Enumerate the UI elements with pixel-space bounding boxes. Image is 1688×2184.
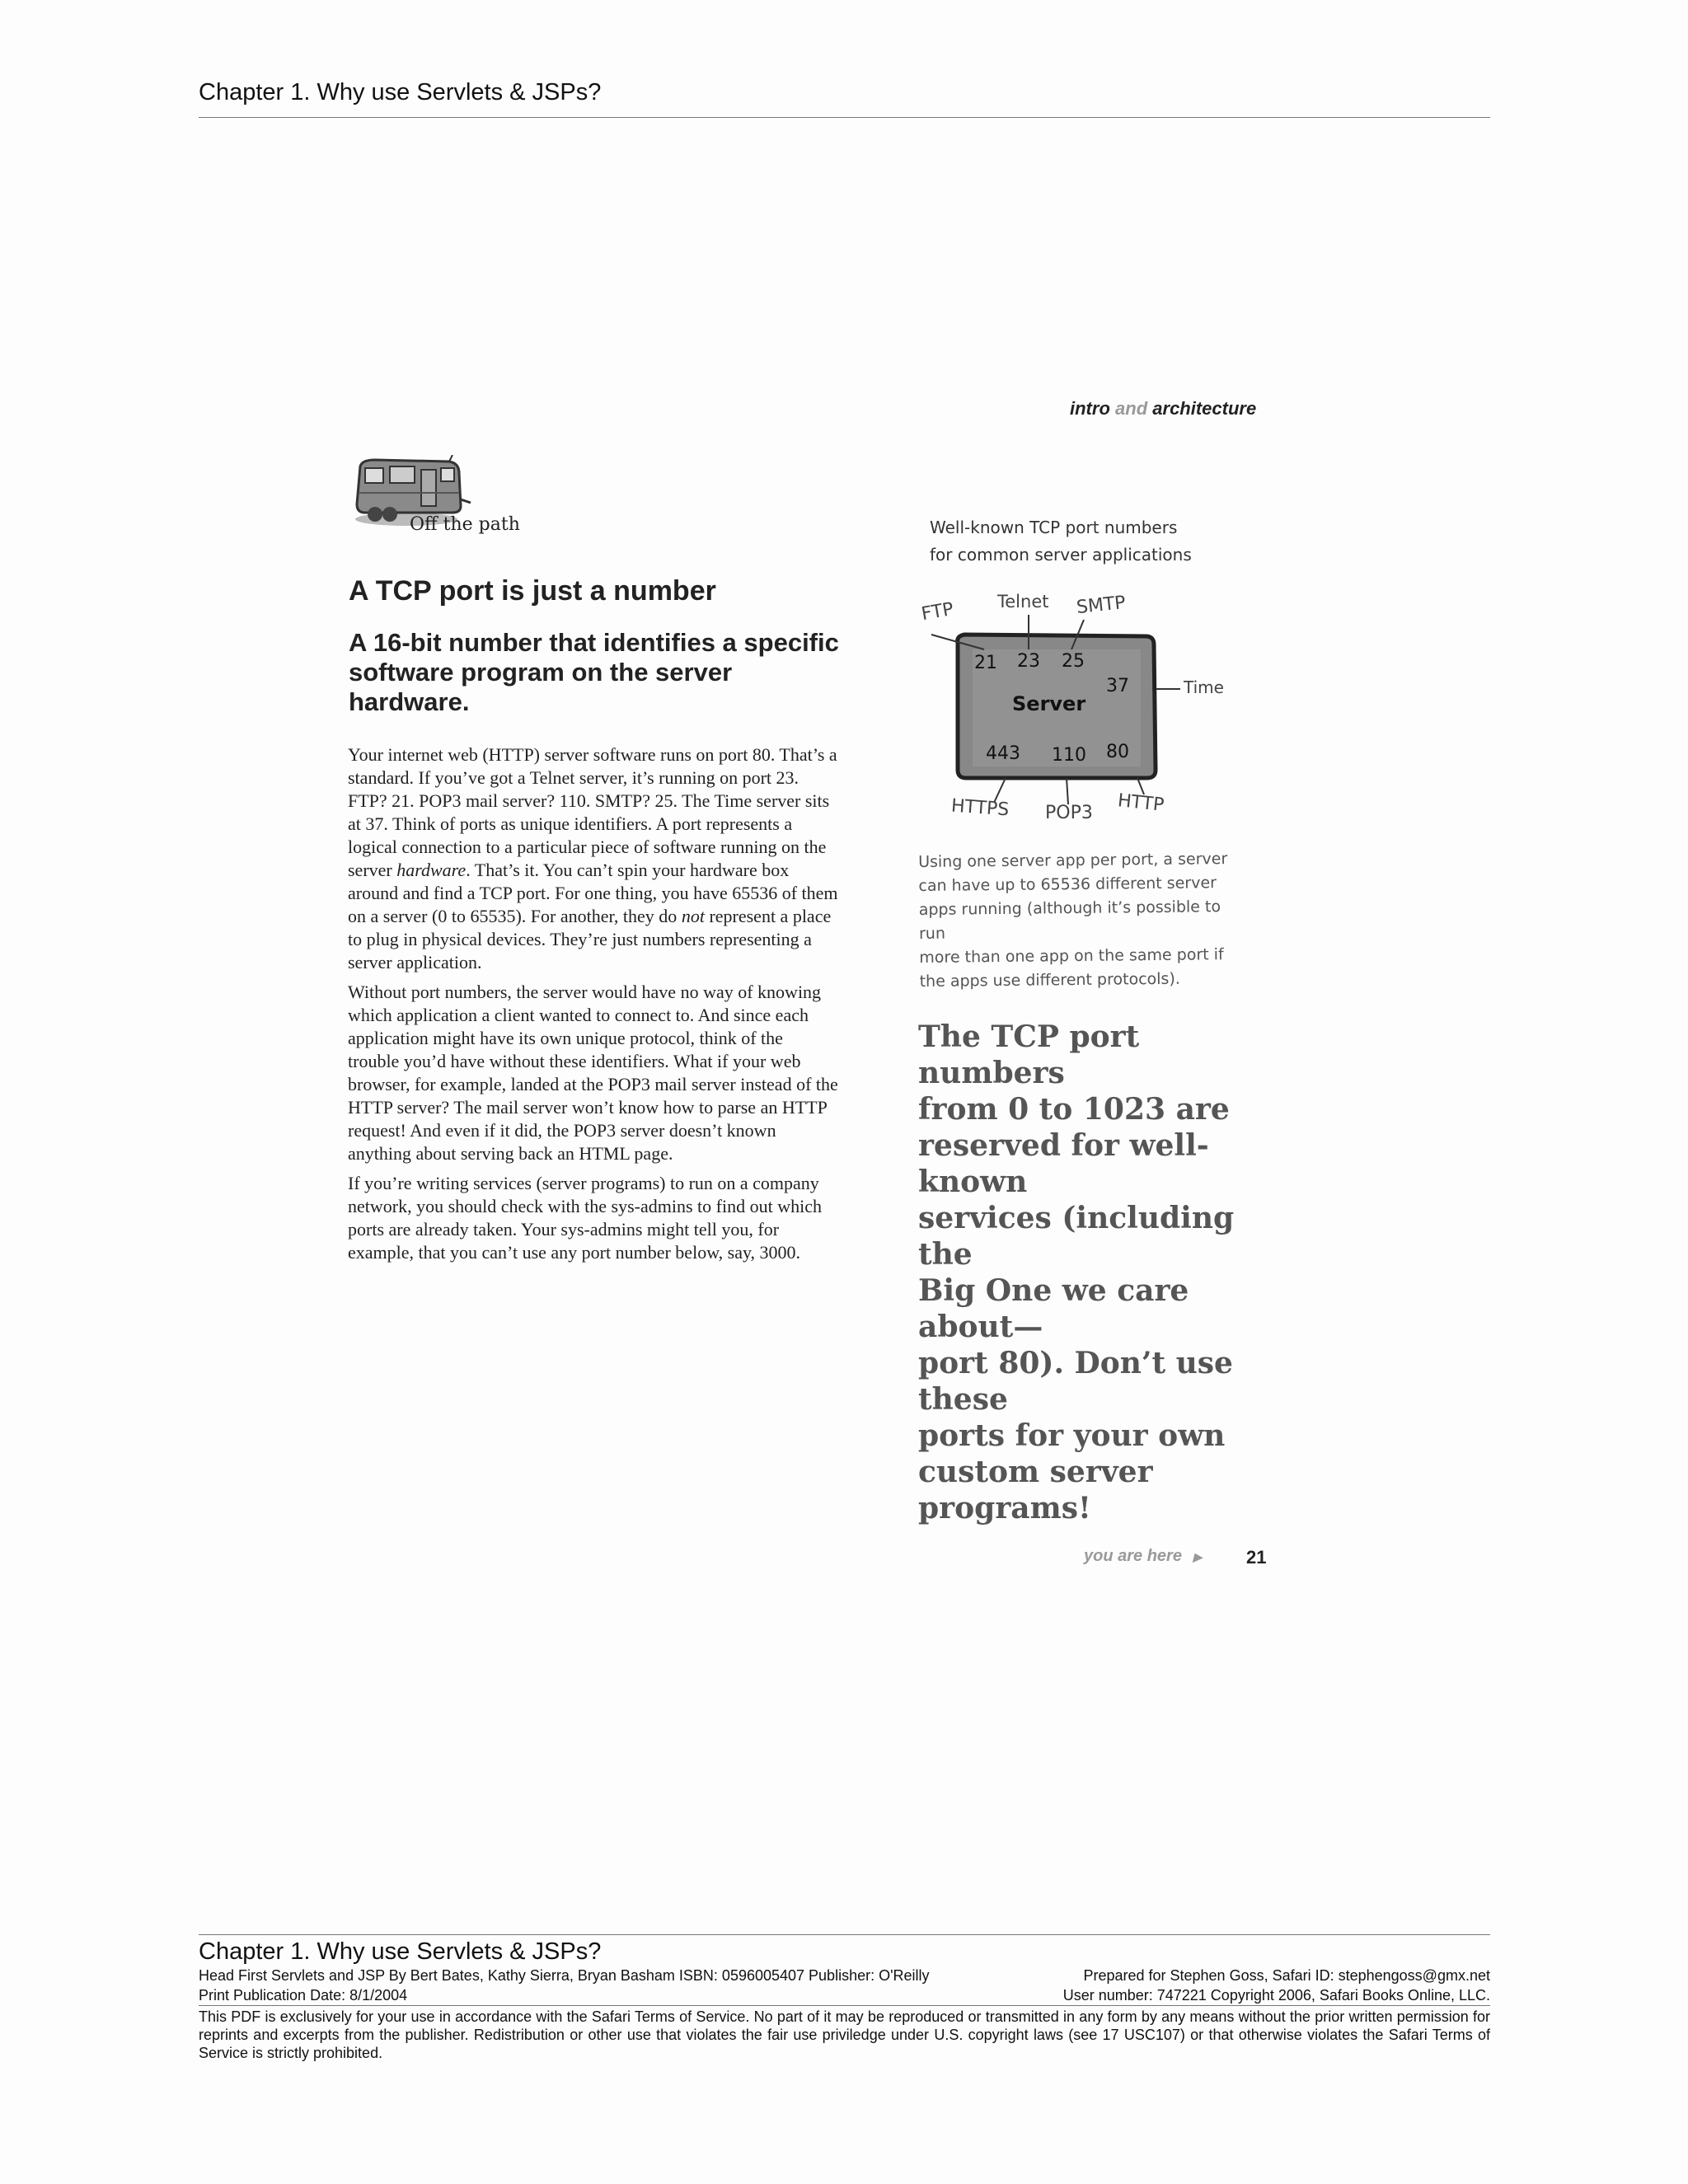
section-label-part2: and [1115,398,1148,419]
footer-terms: This PDF is exclusively for your use in accordance with the Safari Terms of Service. No part of it may be reproduced or transmitted in any form by any means without the prior written permission for reprints and excerpts from the publisher. Redistribution or other use that violates the fair use priviledge under U.S. copyright laws (see 17 USC107) or that otherwise violates the Safari Terms of Service is strictly prohibited. [199,2008,1490,2061]
note-line-5: the apps use different protocols). [919,969,1180,991]
off-path-label: Off the path [410,514,520,535]
pop3-connector [1067,778,1068,804]
body-p1-emphasis-hardware: hardware [396,860,467,880]
time-label: Time [1184,677,1224,697]
section-label [1070,398,1256,419]
footer-book-info: Head First Servlets and JSP By Bert Bates, Kathy Sierra, Bryan Basham ISBN: 0596005407 Publisher: O'Reilly [199,1967,930,1984]
header-rule [199,117,1490,118]
port-usage-note [918,847,1250,994]
page-number: 21 [1246,1547,1267,1568]
footer-bottom-rule [199,2005,1490,2006]
telnet-label: Telnet [997,592,1049,612]
sub-heading: A 16-bit number that identifies a specific software program on the server hardware. [349,628,839,716]
you-are-here-text: you are here [1084,1547,1182,1565]
big-note-line-2: from 0 to 1023 are [918,1092,1230,1127]
big-note-line-4: services (including the [918,1201,1235,1272]
big-note-line-3: reserved for well-known [918,1128,1209,1199]
time-port: 37 [1106,676,1129,696]
you-are-here [1084,1547,1202,1566]
diagram-caption [930,514,1192,569]
http-label: HTTP [1116,790,1165,816]
note-line-1: Using one server app per port, a server [918,850,1228,871]
big-note-line-8: custom server programs! [918,1455,1153,1526]
body-p1-part-b: . That’s it. You can’t spin your hardware box around and find a TCP port. For one thing, you have 65536 of them on a server (0 to 65535). For another, they do [348,860,838,926]
https-label: HTTPS [950,795,1010,821]
main-heading: A TCP port is just a number [349,575,716,607]
body-paragraph-2: Without port numbers, the server would have no way of knowing which application a client wanted to connect to. And since each application might have its own unique protocol, think of the trouble you’d have without these identifiers. What if your web browser, for example, landed at the POP3 mail server instead of the HTTP server? The mail server won’t know how to parse an HTTP request! And even if it did, the POP3 server doesn’t known anything about serving back an HTML page. [348,982,838,1164]
body-paragraph-3: If you’re writing services (server programs) to run on a company network, you should check with the sys-admins to find out which ports are already taken. Your sys-admins might tell you, for example, that you can’t use any port number below, say, 3000. [348,1173,822,1263]
header-chapter-title: Chapter 1. Why use Servlets & JSPs? [199,79,602,105]
footer-top-rule [199,1934,1490,1935]
pop3-label: POP3 [1045,803,1093,823]
ftp-label: FTP [920,598,955,626]
https-port: 443 [986,743,1020,764]
note-line-2: can have up to 65536 different server [918,874,1217,895]
big-note-line-7: ports for your own [918,1418,1226,1453]
smtp-label: SMTP [1075,592,1127,619]
footer-prepared-for: Prepared for Stephen Goss, Safari ID: stephengoss@gmx.net [1083,1967,1490,1984]
body-p1-part-c: represent a place to plug in physical devices. They’re just numbers representing a server application. [348,906,832,972]
server-port-diagram [915,587,1245,834]
server-label: Server [1012,692,1086,715]
body-p1-part-a: Your internet web (HTTP) server software runs on port 80. That’s a standard. If you’ve got a Telnet server, it’s running on port 23. FTP? 21. POP3 mail server? 110. SMTP? 25. The Time server sits at 37. Think of ports as unique identifiers. A port represents a logical connection to a particular piece of software running on the server [348,744,837,880]
footer-pub-date: Print Publication Date: 8/1/2004 [199,1987,408,2004]
section-label-part1: intro [1070,398,1110,419]
body-p1-emphasis-not: not [681,906,705,926]
telnet-port: 23 [1017,651,1040,672]
diagram-caption-line-1: Well-known TCP port numbers [930,518,1178,537]
body-paragraph-1 [348,743,838,974]
http-port: 80 [1106,742,1129,762]
ftp-port: 21 [974,653,997,673]
diagram-caption-line-2: for common server applications [930,545,1192,565]
big-note-line-6: port 80). Don’t use these [918,1346,1233,1417]
smtp-port: 25 [1062,651,1085,672]
reserved-ports-note [918,1019,1264,1526]
note-line-3: apps running (although it’s possible to run [918,898,1221,943]
big-note-line-1: The TCP port numbers [918,1019,1140,1090]
big-note-line-5: Big One we care about— [918,1273,1189,1344]
note-line-4: more than one app on the same port if [919,945,1224,967]
pop3-port: 110 [1052,745,1086,766]
footer-user-number: User number: 747221 Copyright 2006, Safari Books Online, LLC. [1062,1987,1490,2004]
body-text [348,743,838,1271]
footer-chapter-title: Chapter 1. Why use Servlets & JSPs? [199,1938,602,1965]
section-label-part3: architecture [1152,398,1257,419]
arrow-right-icon: ▶ [1193,1550,1203,1563]
